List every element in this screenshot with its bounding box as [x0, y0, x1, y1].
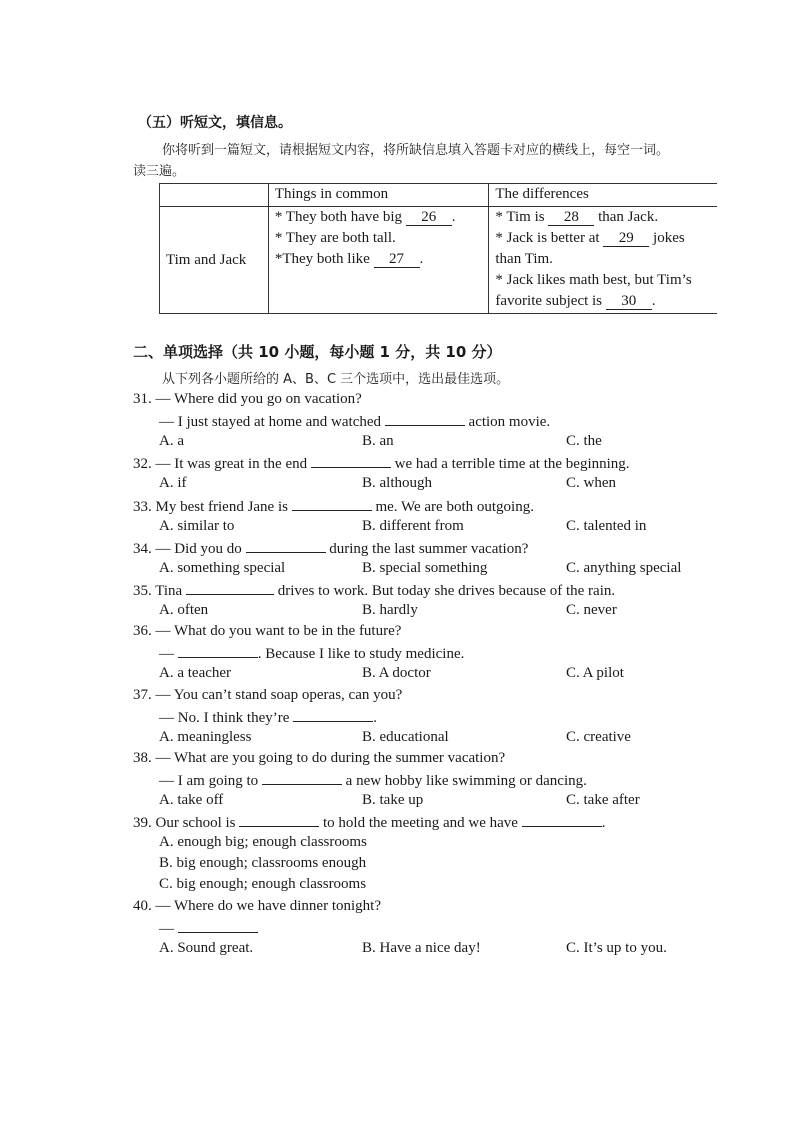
option-b[interactable]: B. an	[362, 433, 394, 449]
diff-line-4: * Jack likes math best, but Tim’s	[495, 272, 692, 288]
question-38-line-1: 38. — What are you going to do during the summer vacation?	[133, 750, 506, 766]
table-row	[160, 207, 718, 314]
question-35: 35. Tina drives to work. But today she drives because of the rain.	[133, 579, 615, 602]
option-a[interactable]: A. a teacher	[159, 665, 232, 681]
answer-blank[interactable]	[293, 706, 373, 722]
answer-blank[interactable]	[246, 537, 326, 553]
option-c[interactable]: C. A pilot	[566, 665, 624, 681]
option-a[interactable]: A. if	[159, 475, 187, 491]
option-a[interactable]: A. something special	[159, 560, 286, 576]
option-b[interactable]: B. special something	[362, 560, 488, 576]
option-a[interactable]: A. a	[159, 433, 184, 449]
common-cell	[268, 207, 489, 314]
option-a[interactable]: A. meaningless	[159, 729, 252, 745]
answer-blank[interactable]	[186, 579, 274, 595]
listening-instruction: 你将听到一篇短文，请根据短文内容，将所缺信息填入答题卡对应的横线上，每空一词。	[162, 143, 670, 158]
option-c[interactable]: C. talented in	[566, 518, 647, 534]
listening-section-title: （五）听短文，填信息。	[138, 115, 292, 131]
option-c[interactable]: C. creative	[566, 729, 631, 745]
blank-30[interactable]: 30	[606, 293, 652, 310]
option-c[interactable]: C. big enough; enough classrooms	[159, 876, 367, 892]
option-b[interactable]: B. although	[362, 475, 432, 491]
question-36-line-1: 36. — What do you want to be in the future?	[133, 623, 402, 639]
question-40-line-1: 40. — Where do we have dinner tonight?	[133, 898, 381, 914]
question-34: 34. — Did you do during the last summer vacation?	[133, 537, 528, 560]
option-b[interactable]: B. big enough; classrooms enough	[159, 855, 367, 871]
table-corner-cell	[160, 184, 269, 207]
question-32: 32. — It was great in the end we had a terrible time at the beginning.	[133, 452, 630, 475]
question-37-line-1: 37. — You can’t stand soap operas, can you?	[133, 687, 403, 703]
option-b[interactable]: B. Have a nice day!	[362, 940, 481, 956]
option-b[interactable]: B. take up	[362, 792, 424, 808]
common-line-1: * They both have big 26 .	[274, 209, 456, 225]
option-a[interactable]: A. Sound great.	[159, 940, 254, 956]
option-b[interactable]: B. different from	[362, 518, 464, 534]
info-table	[159, 183, 717, 314]
question-31-line-2: — I just stayed at home and watched action movie.	[159, 410, 550, 433]
option-c[interactable]: C. take after	[566, 792, 640, 808]
choice-instruction: 从下列各小题所给的 A、B、C 三个选项中，选出最佳选项。	[162, 372, 510, 387]
question-33: 33. My best friend Jane is me. We are both outgoing.	[133, 495, 534, 518]
answer-blank[interactable]	[385, 410, 465, 426]
table-header-row	[160, 184, 718, 207]
answer-blank[interactable]	[178, 642, 258, 658]
blank-26[interactable]: 26	[406, 209, 452, 226]
choice-section-title: 二、单项选择（共 10 小题，每小题 1 分，共 10 分）	[133, 343, 502, 361]
answer-blank[interactable]	[311, 452, 391, 468]
question-36-line-2: — . Because I like to study medicine.	[159, 642, 464, 665]
option-c[interactable]: C. anything special	[566, 560, 682, 576]
option-a[interactable]: A. enough big; enough classrooms	[159, 834, 367, 850]
differences-cell	[489, 207, 717, 314]
listening-instruction-cont: 读三遍。	[133, 164, 186, 179]
answer-blank[interactable]	[178, 917, 258, 933]
common-line-2: * They are both tall.	[274, 230, 396, 246]
answer-blank-2[interactable]	[522, 811, 602, 827]
blank-27[interactable]: 27	[374, 251, 420, 268]
diff-line-2: * Jack is better at 29 jokes	[495, 230, 685, 246]
answer-blank-1[interactable]	[239, 811, 319, 827]
question-38-line-2: — I am going to a new hobby like swimming or dancing.	[159, 769, 587, 792]
diff-line-3: than Tim.	[495, 251, 553, 267]
common-line-3: *They both like 27 .	[274, 251, 424, 267]
row-label: Tim and Jack	[160, 207, 269, 314]
question-39: 39. Our school is to hold the meeting and we have .	[133, 811, 605, 834]
header-common: Things in common	[268, 184, 489, 207]
answer-blank[interactable]	[292, 495, 372, 511]
option-c[interactable]: C. never	[566, 602, 617, 618]
option-c[interactable]: C. It’s up to you.	[566, 940, 667, 956]
diff-line-5: favorite subject is 30 .	[495, 293, 656, 309]
option-a[interactable]: A. take off	[159, 792, 224, 808]
option-a[interactable]: A. often	[159, 602, 209, 618]
question-31-line-1: 31. — Where did you go on vacation?	[133, 391, 362, 407]
option-b[interactable]: B. educational	[362, 729, 449, 745]
header-differences: The differences	[489, 184, 717, 207]
option-c[interactable]: C. the	[566, 433, 602, 449]
option-a[interactable]: A. similar to	[159, 518, 235, 534]
answer-blank[interactable]	[262, 769, 342, 785]
question-37-line-2: — No. I think they’re .	[159, 706, 377, 729]
blank-28[interactable]: 28	[548, 209, 594, 226]
diff-line-1: * Tim is 28 than Jack.	[495, 209, 659, 225]
option-c[interactable]: C. when	[566, 475, 616, 491]
question-40-line-2: —	[159, 917, 258, 940]
blank-29[interactable]: 29	[603, 230, 649, 247]
option-b[interactable]: B. A doctor	[362, 665, 431, 681]
option-b[interactable]: B. hardly	[362, 602, 418, 618]
